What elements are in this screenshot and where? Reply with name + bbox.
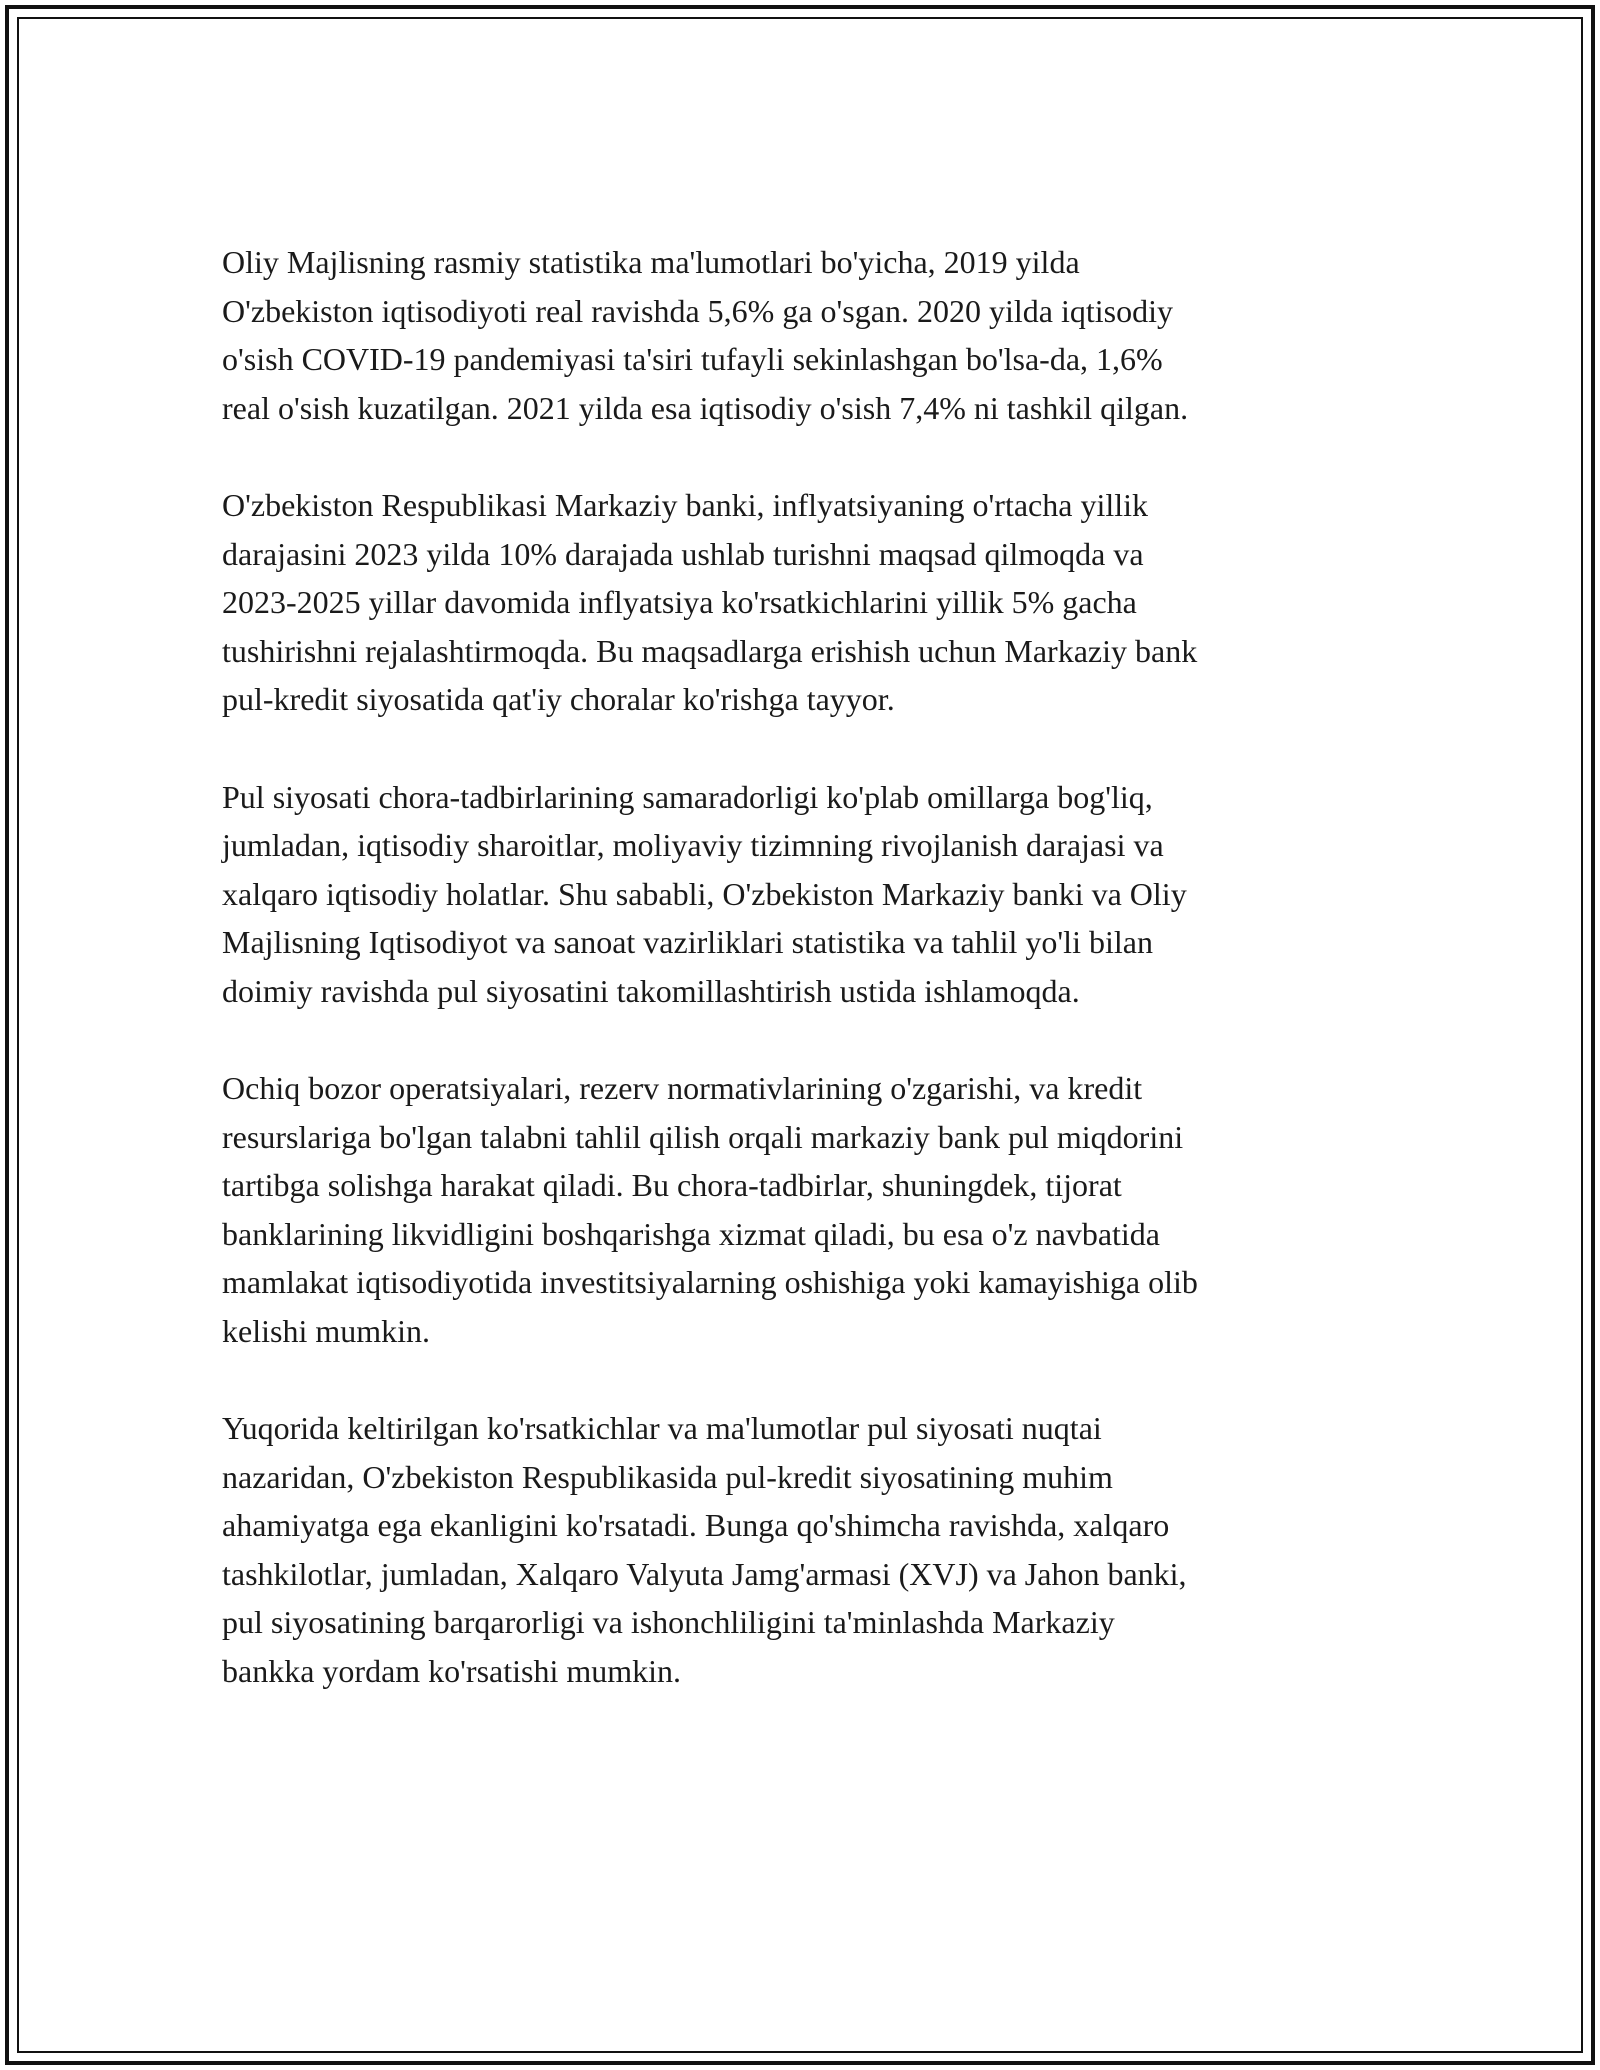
document-body [222, 238, 1372, 1744]
paragraph-gdp-growth: Oliy Majlisning rasmiy statistika ma'lumotlari bo'yicha, 2019 yilda O'zbekiston iqtisodiyoti real ravishda 5,6% ga o'sgan. 2020 yilda iqtisodiy o'sish COVID-19 pandemiyasi ta'siri tufayli sekinlashgan bo'lsa-da, 1,6% real o'sish kuzatilgan. 2021 yilda esa iqtisodiy o'sish 7,4% ni tashkil qilgan. [222, 244, 1189, 426]
paragraph-open-market-operations: Ochiq bozor operatsiyalari, rezerv normativlarining o'zgarishi, va kredit resurslariga bo'lgan talabni tahlil qilish orqali markaziy bank pul miqdorini tartibga solishga harakat qiladi. Bu chora-tadbirlar, shuningdek, tijorat banklarining likvidligini boshqarishga xizmat qiladi, bu esa o'z navbatida mamlakat iqtisodiyotida investitsiyalarning oshishiga yoki kamayishiga olib kelishi mumkin. [222, 1070, 1198, 1349]
paragraph-conclusion: Yuqorida keltirilgan ko'rsatkichlar va ma'lumotlar pul siyosati nuqtai nazaridan, O'zbekiston Respublikasida pul-kredit siyosatining muhim ahamiyatga ega ekanligini ko'rsatadi. Bunga qo'shimcha ravishda, xalqaro tashkilotlar, jumladan, Xalqaro Valyuta Jamg'armasi (XVJ) va Jahon banki, pul siyosatining barqarorligi va ishonchliligini ta'minlashda Markaziy bankka yordam ko'rsatishi mumkin. [222, 1410, 1187, 1689]
paragraph-inflation-target: O'zbekiston Respublikasi Markaziy banki, inflyatsiyaning o'rtacha yillik darajasini 2023 yilda 10% darajada ushlab turishni maqsad qilmoqda va 2023-2025 yillar davomida inflyatsiya ko'rsatkichlarini yillik 5% gacha tushirishni rejalashtirmoqda. Bu maqsadlarga erishish uchun Markaziy bank pul-kredit siyosatida qat'iy choralar ko'rishga tayyor. [222, 487, 1198, 717]
paragraph-policy-effectiveness: Pul siyosati chora-tadbirlarining samaradorligi ko'plab omillarga bog'liq, jumladan, iqtisodiy sharoitlar, moliyaviy tizimning rivojlanish darajasi va xalqaro iqtisodiy holatlar. Shu sababli, O'zbekiston Markaziy banki va Oliy Majlisning Iqtisodiyot va sanoat vazirliklari statistika va tahlil yo'li bilan doimiy ravishda pul siyosatini takomillashtirish ustida ishlamoqda. [222, 778, 1187, 1009]
